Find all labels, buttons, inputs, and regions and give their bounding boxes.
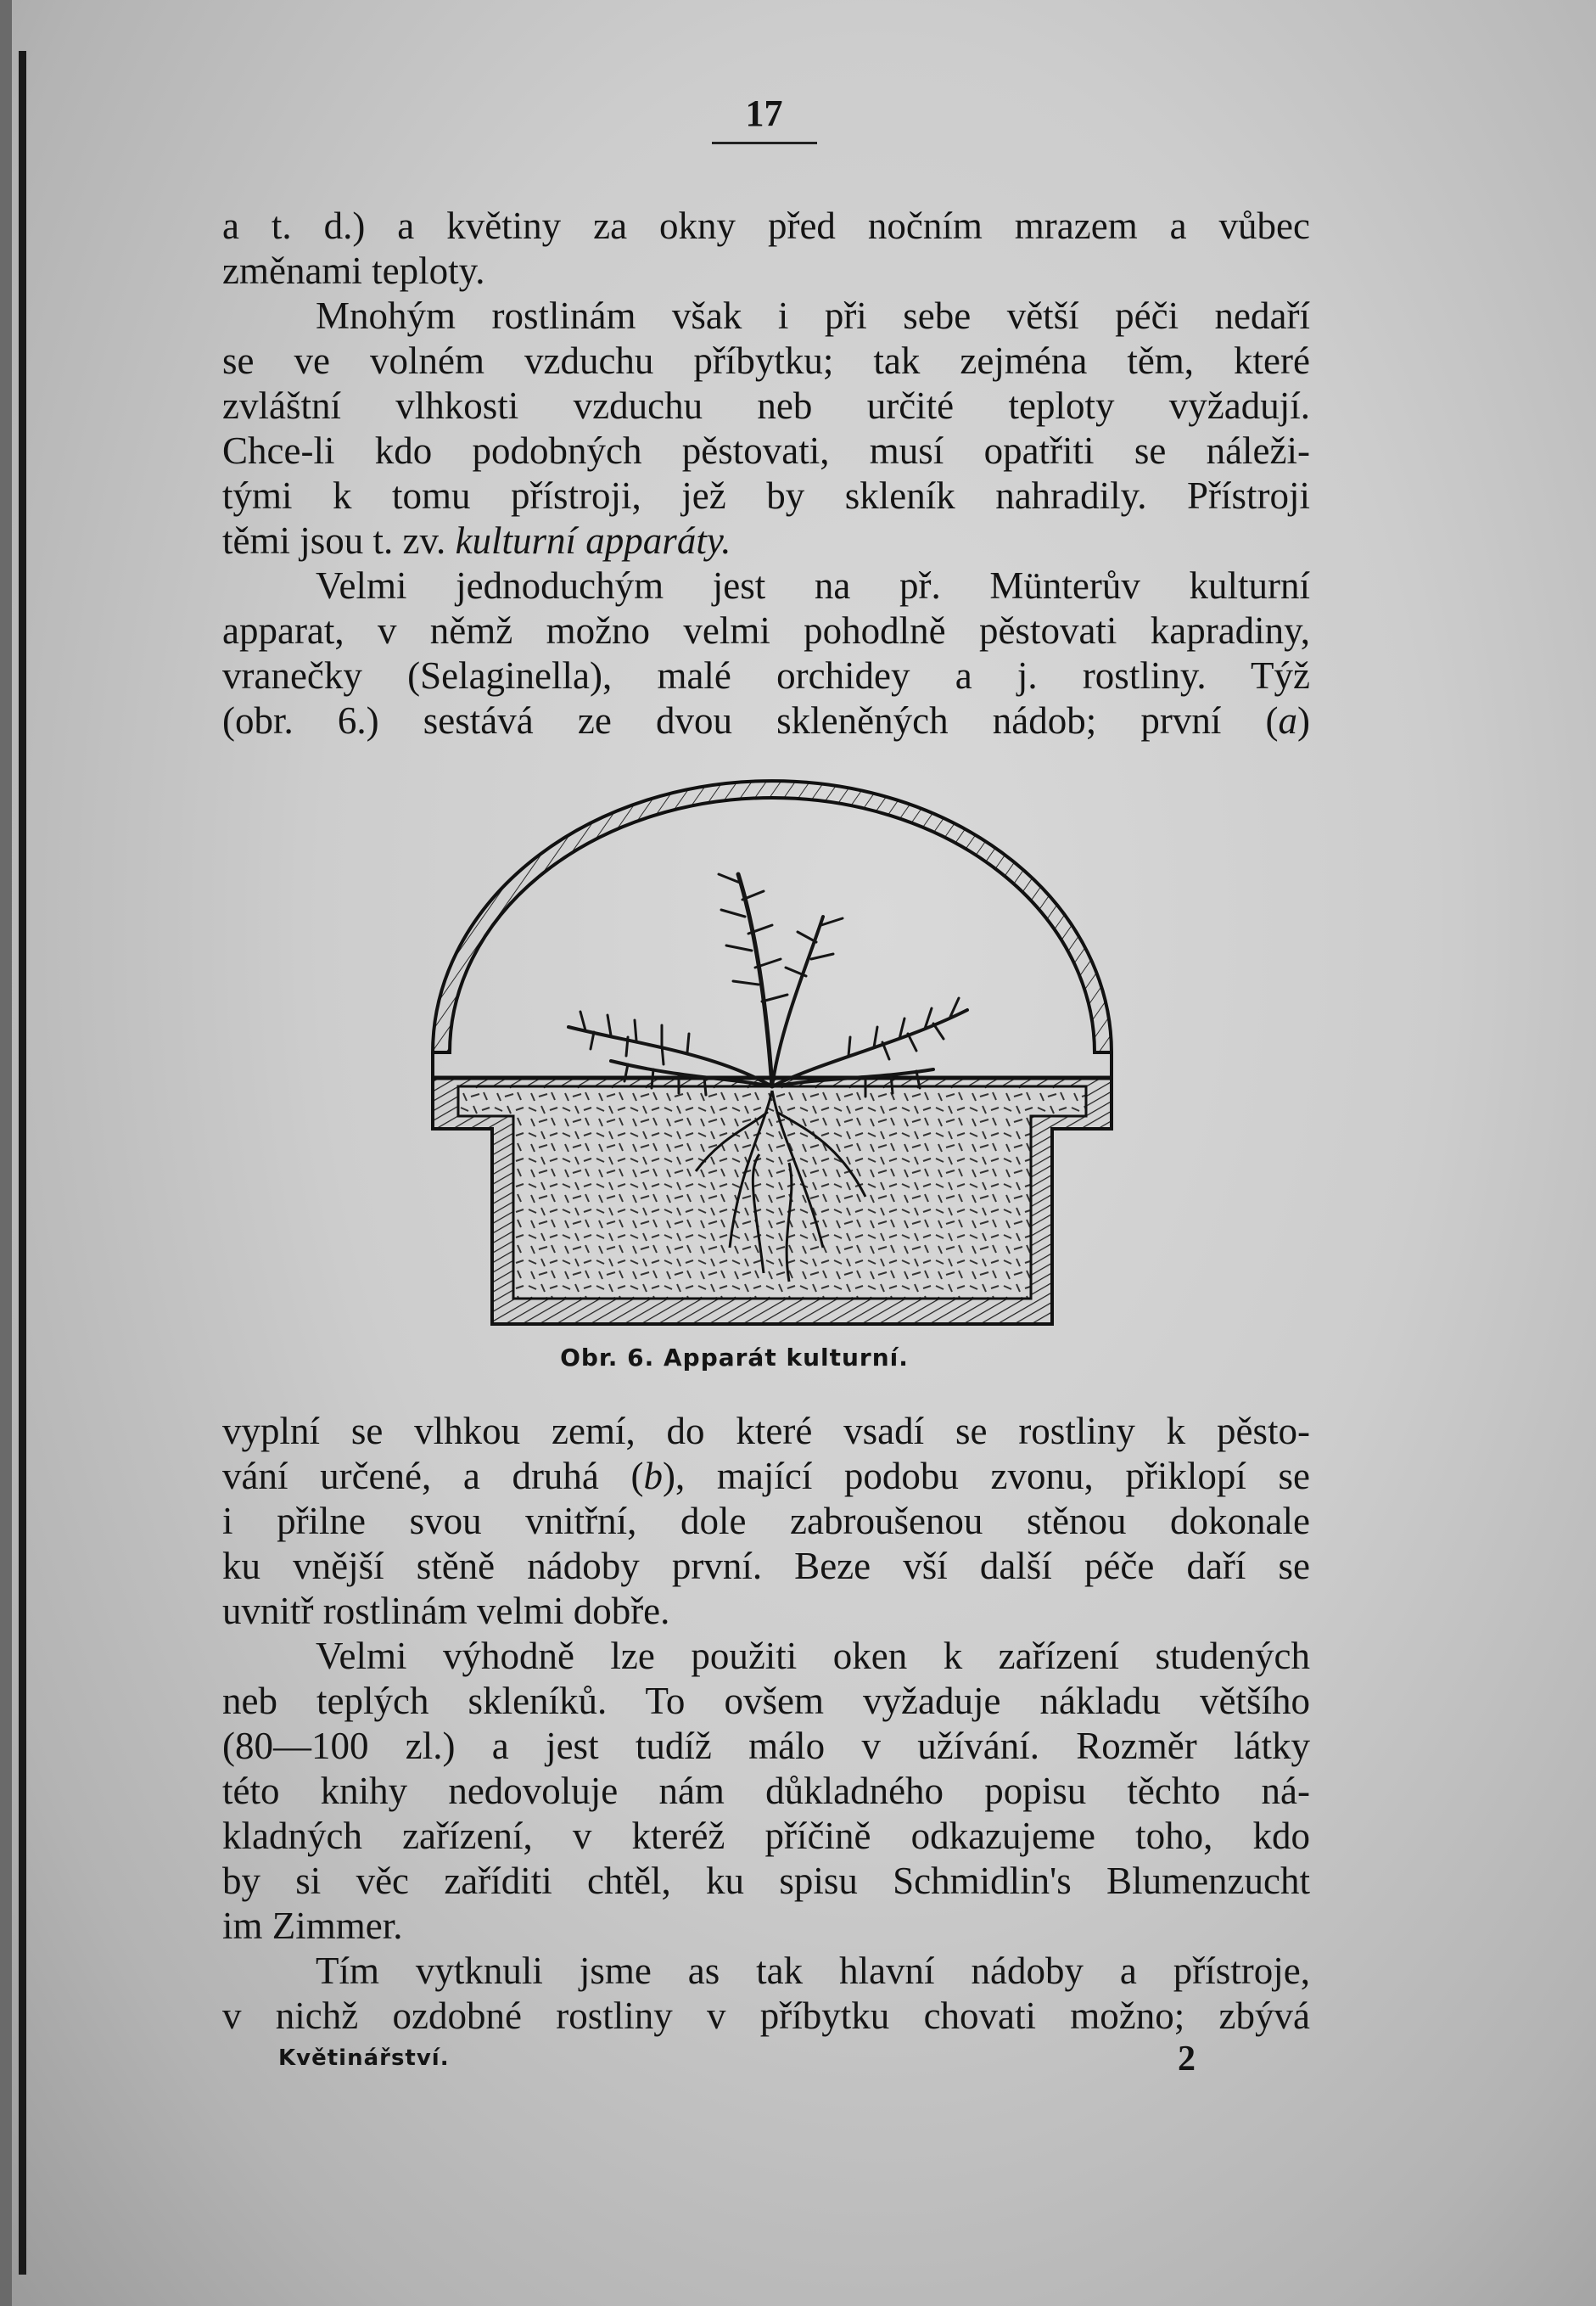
text-line bbox=[222, 1454, 1310, 1499]
signature-mark: Květinářství. bbox=[278, 2045, 450, 2071]
text-line: Velmi výhodně lze použiti oken k zařízení studených bbox=[316, 1635, 1310, 1677]
text-line: kladných zařízení, v kteréž příčině odkazujeme toho, kdo bbox=[222, 1815, 1310, 1857]
culture-apparatus-illustration bbox=[424, 772, 1120, 1333]
text-line: ku vnější stěně nádoby první. Beze vší další péče daří se bbox=[222, 1545, 1310, 1587]
text-line: neb teplých skleníků. To ovšem vyžaduje nákladu většího bbox=[222, 1680, 1310, 1722]
text-line: se ve volném vzduchu příbytku; tak zejména těm, které bbox=[222, 339, 1310, 382]
text-fragment: vání určené, a druhá ( bbox=[222, 1455, 644, 1497]
text-block-bottom bbox=[222, 1409, 1310, 2039]
text-line: tými k tomu přístroji, jež by skleník nahradily. Přístroji bbox=[222, 474, 1310, 517]
text-line: vranečky (Selaginella), malé orchidey a j. rostliny. Týž bbox=[222, 654, 1310, 697]
text-line: by si věc zaříditi chtěl, ku spisu Schmidlin's Blumenzucht bbox=[222, 1860, 1310, 1902]
text-line: Mnohým rostlinám však i při sebe větší péči nedaří bbox=[316, 295, 1310, 337]
fern-plant bbox=[568, 874, 967, 1097]
text-line: Tím vytknuli jsme as tak hlavní nádoby a přístroje, bbox=[316, 1950, 1310, 1992]
text-fragment: ) bbox=[1297, 699, 1310, 742]
text-line: a t. d.) a květiny za okny před nočním mrazem a vůbec bbox=[222, 205, 1310, 247]
text-line: Chce-li kdo podobných pěstovati, musí opatřiti se náleži- bbox=[222, 429, 1310, 472]
text-line: apparat, v němž možno velmi pohodlně pěstovati kapradiny, bbox=[222, 609, 1310, 652]
figure-caption: Obr. 6. Apparát kulturní. bbox=[560, 1344, 909, 1372]
text-line bbox=[222, 519, 1310, 564]
glass-bell-jar bbox=[433, 781, 1112, 1078]
emphasis-term: kulturní apparáty. bbox=[455, 519, 731, 562]
text-line: této knihy nedovoluje nám důkladného popisu těchto ná- bbox=[222, 1770, 1310, 1812]
text-line: změnami teploty. bbox=[222, 250, 485, 292]
soil-vessel bbox=[433, 1078, 1112, 1324]
text-line: im Zimmer. bbox=[222, 1905, 403, 1947]
text-line bbox=[222, 699, 1310, 743]
text-line: uvnitř rostlinám velmi dobře. bbox=[222, 1590, 670, 1632]
text-fragment: těmi jsou t. zv. bbox=[222, 519, 456, 562]
text-line: Velmi jednoduchým jest na př. Münterův kulturní bbox=[316, 564, 1310, 607]
page-number: 17 bbox=[0, 92, 1596, 144]
emphasis-letter: b bbox=[643, 1455, 664, 1497]
text-fragment: ), mající podobu zvonu, přiklopí se bbox=[663, 1455, 1310, 1497]
text-line: zvláštní vlhkosti vzduchu neb určité teploty vyžadují. bbox=[222, 384, 1310, 427]
text-line: vyplní se vlhkou zemí, do které vsadí se rostliny k pěsto- bbox=[222, 1410, 1310, 1452]
binding-edge bbox=[19, 51, 26, 2275]
text-line: (80—100 zl.) a jest tudíž málo v užívání. Rozměr látky bbox=[222, 1725, 1310, 1767]
text-line: v nichž ozdobné rostliny v příbytku chovati možno; zbývá bbox=[222, 1995, 1310, 2037]
binding-shadow bbox=[0, 0, 12, 2306]
emphasis-letter: a bbox=[1278, 699, 1297, 742]
text-line: i přilne svou vnitřní, dole zabroušenou stěnou dokonale bbox=[222, 1500, 1310, 1542]
text-block-top bbox=[222, 204, 1310, 743]
text-fragment: (obr. 6.) sestává ze dvou skleněných nádob; první ( bbox=[222, 699, 1279, 742]
sheet-number: 2 bbox=[1178, 2039, 1196, 2079]
